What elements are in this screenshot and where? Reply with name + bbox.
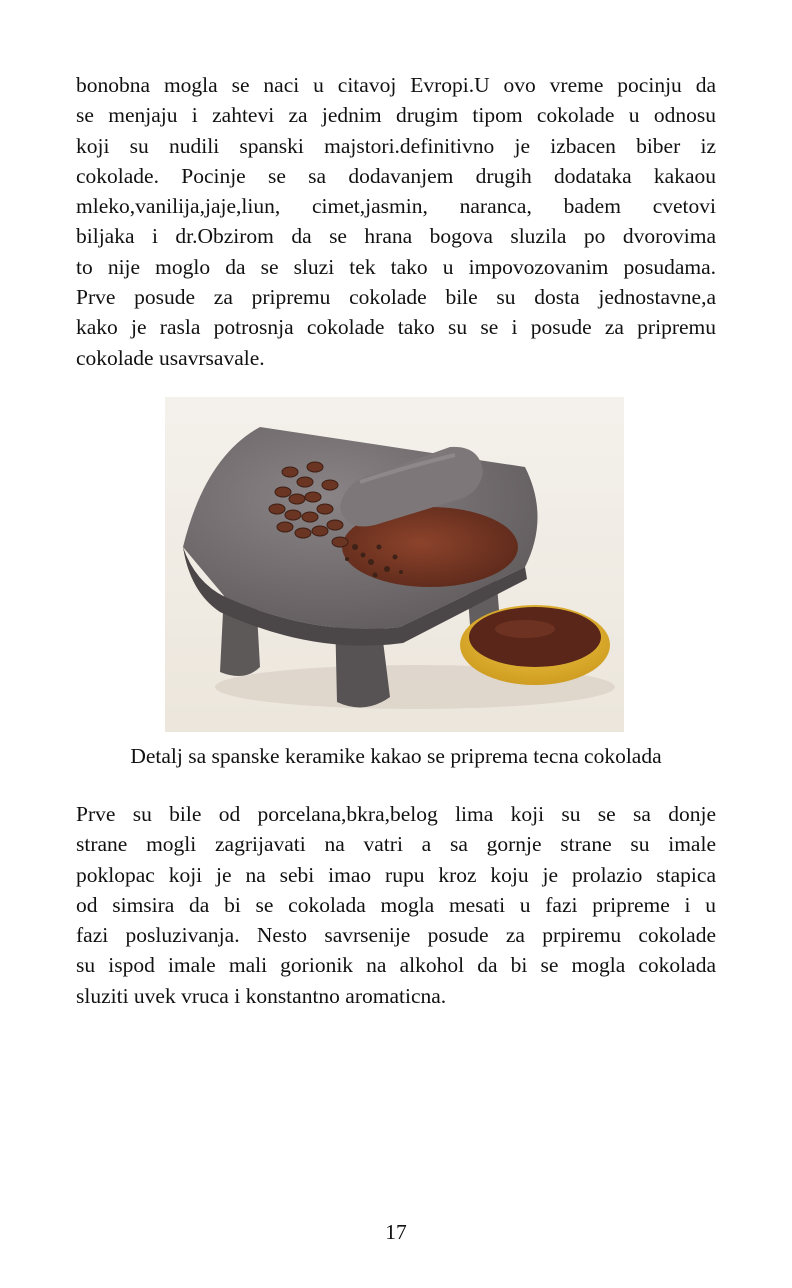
paragraph-line: strane mogli zagrijavati na vatri a sa gornje strane su imale	[76, 832, 716, 857]
paragraph-2	[76, 799, 716, 1011]
paragraph-line: poklopac koji je na sebi imao rupu kroz koju je prolazio stapica	[76, 862, 716, 887]
paragraph-line: fazi posluzivanja. Nesto savrsenije posude za prpiremu cokolade	[76, 923, 716, 948]
paragraph-line: kako je rasla potrosnja cokolade tako su se i posude za pripremu	[76, 315, 716, 340]
paragraph-line: cokolade. Pocinje se sa dodavanjem drugih dodataka kakaou	[76, 163, 716, 188]
figure-caption: Detalj sa spanske keramike kakao se priprema tecna cokolada	[130, 744, 662, 768]
paragraph-line: sluziti uvek vruca i konstantno aromaticna.	[76, 983, 447, 1008]
paragraph-line: su ispod imale mali gorionik na alkohol da bi se mogla cokolada	[76, 953, 716, 978]
paragraph-line: Prve su bile od porcelana,bkra,belog lima koji su se sa donje	[76, 802, 716, 826]
paragraph-line: biljaka i dr.Obzirom da se hrana bogova sluzila po dvorovima	[76, 224, 716, 249]
paragraph-line: cokolade usavrsavale.	[76, 345, 265, 370]
paragraph-line: to nije moglo da se sluzi tek tako u impovozovanim posudama.	[76, 254, 716, 279]
paragraph-line: koji su nudili spanski majstori.definitivno je izbacen biber iz	[76, 133, 716, 158]
paragraph-line: Prve posude za pripremu cokolade bile su dosta jednostavne,a	[76, 285, 716, 310]
paragraph-line: od simsira da bi se cokolada mogla mesati u fazi pripreme i u	[76, 892, 716, 917]
paragraph-line: se menjaju i zahtevi za jednim drugim tipom cokolade u odnosu	[76, 103, 716, 128]
paragraph-line: bonobna mogla se naci u citavoj Evropi.U ovo vreme pocinju da	[76, 73, 716, 97]
page-number: 17	[385, 1220, 407, 1244]
paragraph-line: mleko,vanilija,jaje,liun, cimet,jasmin, naranca, badem cvetovi	[76, 194, 716, 219]
metate-illustration	[165, 397, 624, 732]
metate-chocolate-photo	[165, 397, 624, 732]
paragraph-1	[76, 70, 716, 373]
